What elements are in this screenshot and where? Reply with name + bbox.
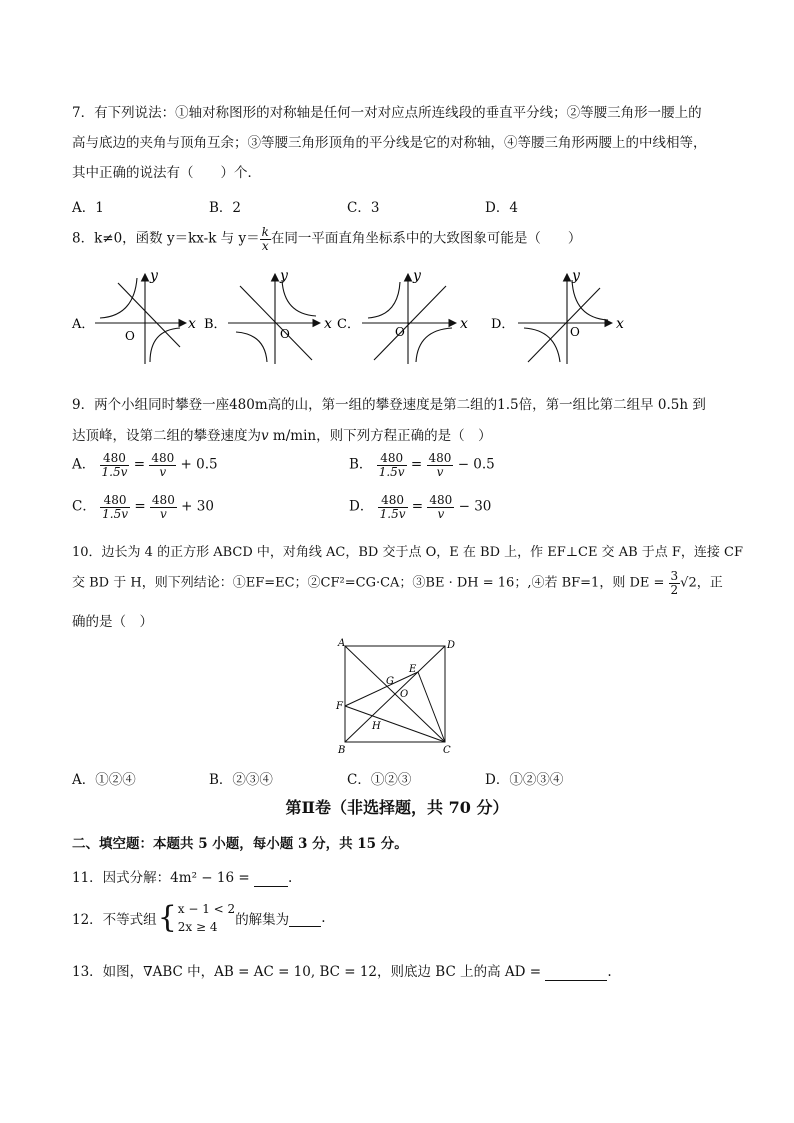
q9-line2-post: m/min，则下列方程正确的是（ ） [268, 428, 492, 444]
q9-c-equals: = [134, 498, 146, 515]
q12-answer-blank[interactable] [289, 910, 321, 927]
q10-option-c: C．①②③ [347, 772, 412, 788]
q8-b-x-label: x [324, 316, 332, 332]
q10-option-b: B．②③④ [209, 772, 273, 788]
q8-c-origin: O [395, 325, 405, 339]
q8-b-origin: O [280, 327, 290, 341]
q8-fraction [260, 226, 271, 252]
q9-option-d [349, 494, 491, 520]
section-title: 第Ⅱ卷（非选择题，共 70 分） [285, 798, 509, 817]
q9-c-n2: 480 [151, 493, 175, 507]
q9-b-tail: − 0.5 [457, 456, 495, 473]
q10-line2-a: 交 BD 于 H，则下列结论：①EF=EC；②CF²=CG·CA；③BE · DH = 16；,④若 BF=1，则 DE = [72, 575, 665, 591]
q9-option-c [72, 494, 214, 520]
q9-d-n1: 480 [378, 494, 408, 508]
q9-c-tail: + 30 [181, 498, 214, 515]
q9-d-frac1 [378, 494, 408, 520]
q8-frac-num: k [261, 225, 269, 239]
q7-line2: 高与底边的夹角与顶角互余；③等腰三角形顶角的平分线是它的对称轴，④等腰三角形两腰上的中线相等， [72, 135, 707, 151]
q9-b-d1: 1.5v [378, 464, 405, 479]
q8-graph-b [204, 268, 332, 364]
q11 [72, 866, 292, 887]
q9-a-label: A． [72, 456, 96, 473]
q10-label-o: O [400, 689, 409, 700]
q9-d-label: D． [349, 498, 374, 515]
q9-c-n1: 480 [100, 494, 130, 508]
q8-graphs [0, 262, 794, 372]
q9-option-a [72, 452, 218, 478]
q9-line2-pre: 达顶峰，设第二组的攀登速度为 [72, 428, 261, 444]
q8-stem [72, 226, 581, 252]
q8-c-x-label: x [460, 316, 468, 332]
q10-label-g: G [386, 676, 394, 687]
q9-d-frac2 [427, 494, 454, 520]
q9-c-frac1 [100, 494, 130, 520]
q7-option-c: C．3 [347, 200, 380, 216]
q12-ineq2: 2x ≥ 4 [177, 920, 218, 934]
q8-d-x-label: x [616, 316, 624, 332]
q8-stem-post: 在同一平面直角坐标系中的大致图象可能是（ ） [270, 230, 582, 247]
q9-c-d1: 1.5v [102, 506, 129, 521]
q12-post: 的解集为 [235, 912, 290, 928]
q9-line2 [72, 424, 492, 444]
q9-d-tail: − 30 [458, 498, 492, 515]
q7-option-b: B．2 [209, 200, 242, 216]
q9-line2-var: v [261, 428, 269, 444]
q11-text: 11．因式分解：4m² − 16 = [72, 870, 250, 886]
q10-line1: 10．边长为 4 的正方形 ABCD 中，对角线 AC，BD 交于点 O，E 在 BD 上，作 EF⊥CE 交 AB 于点 F，连接 CF [72, 545, 744, 560]
q9-a-d1: 1.5v [101, 464, 128, 479]
q8-label-c: C． [337, 317, 360, 332]
q10-label-a: A [338, 638, 346, 649]
q13 [72, 960, 612, 981]
q8-d-y-label: y [572, 268, 580, 284]
q10-label-h: H [372, 721, 381, 732]
q9-a-n1: 480 [100, 452, 130, 466]
q10-line2 [72, 570, 723, 596]
q9-d-d2: v [437, 506, 445, 521]
q10-option-a: A．①②④ [72, 772, 136, 788]
q7-line3: 其中正确的说法有（ ）个． [72, 165, 261, 181]
q11-end: . [287, 870, 293, 886]
q8-graph-a [71, 268, 196, 364]
q9-a-d2: v [159, 464, 167, 479]
q9-c-d2: v [159, 506, 167, 521]
q8-frac-den: x [261, 238, 269, 253]
q9-b-frac2 [427, 452, 454, 478]
q13-text: 13．如图，∇ABC 中，AB = AC = 10, BC = 12，则底边 BC 上的高 AD = [72, 964, 542, 980]
q8-label-b: B． [204, 317, 227, 332]
q8-a-y-label: y [150, 268, 158, 284]
q10-label-e: E [409, 664, 417, 675]
q9-c-label: C． [72, 498, 96, 515]
q8-graph-d [491, 268, 624, 364]
q12-system [178, 900, 235, 936]
q10-label-d: D [447, 640, 456, 651]
q9-b-d2: v [436, 464, 444, 479]
q9-option-b [349, 452, 495, 478]
q9-a-equals: = [133, 456, 146, 473]
q12-pre: 12．不等式组 [72, 912, 157, 928]
q13-answer-blank[interactable] [545, 964, 607, 981]
q10-label-c: C [443, 745, 451, 756]
q8-b-y-label: y [280, 268, 288, 284]
q9-d-equals: = [411, 498, 424, 515]
q12 [72, 900, 325, 936]
q10-fraction [669, 570, 681, 596]
q9-b-equals: = [410, 456, 423, 473]
q10-label-b: B [338, 745, 346, 756]
q8-a-origin: O [125, 329, 135, 343]
q9-a-tail: + 0.5 [180, 456, 218, 473]
q9-c-frac2 [150, 494, 177, 520]
q10-line2-b: ，正 [696, 575, 723, 591]
q10-option-d: D．①②③④ [485, 772, 564, 788]
q9-a-frac1 [100, 452, 130, 478]
q12-brace-icon: { [157, 900, 177, 935]
q8-label-d: D． [491, 317, 515, 332]
q10-sqrt: √2 [680, 575, 697, 591]
q8-label-a: A． [72, 317, 95, 332]
section-heading: 二、填空题：本题共 5 小题，每小题 3 分，共 15 分。 [72, 836, 408, 852]
q8-a-x-label: x [188, 316, 196, 332]
q10-label-f: F [336, 701, 343, 712]
q12-ineq1: x − 1 < 2 [177, 902, 236, 916]
q13-end: . [607, 964, 612, 980]
q10-frac-den: 2 [670, 582, 679, 597]
q9-d-d1: 1.5v [379, 506, 406, 521]
q9-b-label: B． [349, 456, 373, 473]
q9-line1: 9．两个小组同时攀登一座480m高的山，第一组的攀登速度是第二组的1.5倍，第一组比第二组早 0.5h 到 [72, 397, 706, 413]
q7-option-a: A．1 [72, 200, 104, 216]
q10-line3: 确的是（ ） [72, 614, 153, 630]
q8-d-origin: O [570, 325, 580, 339]
q8-stem-pre: 8．k≠0，函数 y＝kx-k 与 y＝ [72, 230, 260, 247]
q7-option-d: D．4 [485, 200, 518, 216]
q7-line1: 7．有下列说法：①轴对称图形的对称轴是任何一对对应点所连线段的垂直平分线；②等腰三角形一腰上的 [72, 105, 702, 121]
q9-a-n2: 480 [151, 451, 175, 465]
q9-d-n2: 480 [429, 493, 453, 507]
q10-square-figure [330, 636, 460, 758]
q12-end: . [321, 910, 326, 926]
q8-graph-c [337, 268, 468, 364]
q9-b-frac1 [377, 452, 407, 478]
q11-answer-blank[interactable] [254, 870, 288, 887]
q9-b-n1: 480 [377, 452, 407, 466]
q9-a-frac2 [149, 452, 176, 478]
q9-b-n2: 480 [428, 451, 452, 465]
q10-frac-num: 3 [670, 569, 679, 583]
q8-c-y-label: y [413, 268, 421, 284]
